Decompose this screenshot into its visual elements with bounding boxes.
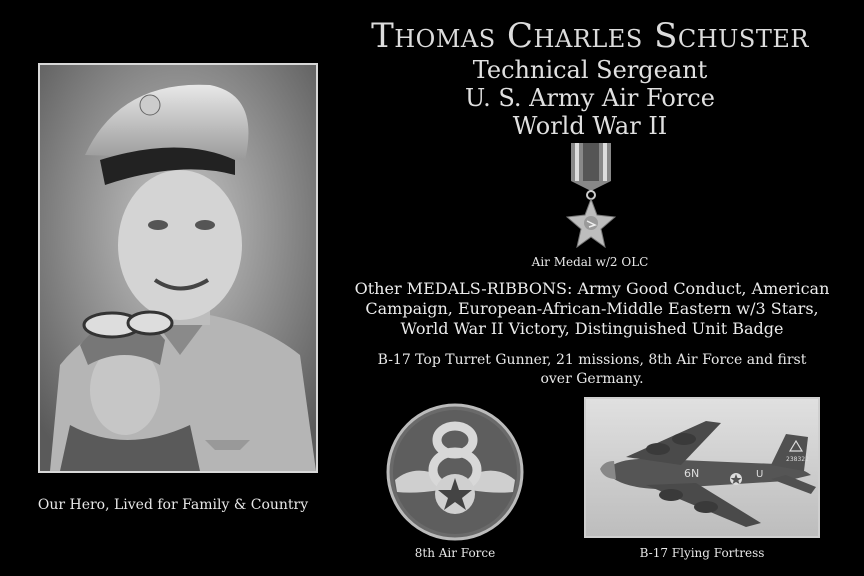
plane-caption: B-17 Flying Fortress [639,546,765,560]
other-medals-text [344,279,840,339]
branch: U. S. Army Air Force [465,84,715,112]
service-line-1: B-17 Top Turret Gunner, 21 missions, 8th Air Force and first [377,352,807,368]
plane-tail-number: 238322 [786,456,809,463]
other-medals-line-2: Campaign, European-African-Middle Eastern w/3 Stars, [365,299,819,318]
portrait-caption: Our Hero, Lived for Family & Country [37,497,309,513]
b17-illustration [586,399,818,536]
portrait-photo [38,63,318,473]
service-text [344,351,840,389]
service-line-2: over Germany. [540,371,644,387]
page-title: Thomas Charles Schuster [371,16,809,56]
portrait-illustration [40,65,316,471]
plane-code: 6N [684,467,700,480]
war: World War II [512,112,668,140]
other-medals-line-3: World War II Victory, Distinguished Unit Badge [400,319,784,338]
patch-caption: 8th Air Force [414,546,496,560]
rank: Technical Sergeant [472,56,708,84]
air-medal-icon [566,143,616,248]
eighth-air-force-patch [385,402,525,542]
medal-caption: Air Medal w/2 OLC [531,255,649,269]
b17-photo [584,397,820,538]
plane-letter: U [756,469,764,480]
other-medals-line-1: Other MEDALS-RIBBONS: Army Good Conduct, American [354,279,830,298]
